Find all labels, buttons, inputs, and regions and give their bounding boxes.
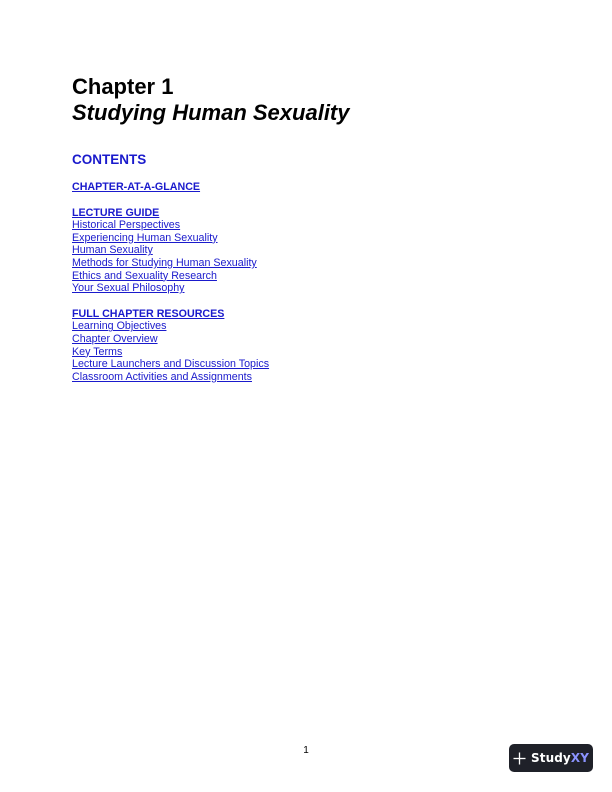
toc-link-key-terms[interactable]: Key Terms xyxy=(72,345,123,358)
chapter-number: Chapter 1 xyxy=(72,74,174,99)
page-content xyxy=(72,74,542,383)
lecture-guide-link[interactable]: LECTURE GUIDE xyxy=(72,206,160,219)
contents-heading: CONTENTS xyxy=(72,152,147,167)
toc-link-classroom-activities[interactable]: Classroom Activities and Assignments xyxy=(72,370,252,383)
toc-link-lecture-launchers[interactable]: Lecture Launchers and Discussion Topics xyxy=(72,358,270,371)
chapter-title: Studying Human Sexuality xyxy=(72,100,350,125)
toc-link-ethics-and-research[interactable]: Ethics and Sexuality Research xyxy=(72,269,217,282)
toc-link-learning-objectives[interactable]: Learning Objectives xyxy=(72,320,167,333)
brand-name-part1: Study xyxy=(531,751,571,765)
toc-link-chapter-overview[interactable]: Chapter Overview xyxy=(72,332,158,345)
full-chapter-resources-link[interactable]: FULL CHAPTER RESOURCES xyxy=(72,307,225,320)
full-chapter-resources-section xyxy=(72,308,542,384)
page-number: 1 xyxy=(303,745,309,756)
toc-link-methods-for-studying[interactable]: Methods for Studying Human Sexuality xyxy=(72,256,257,269)
studyxy-badge[interactable] xyxy=(509,744,593,772)
brand-name-part2: XY xyxy=(570,751,589,765)
chapter-at-a-glance-link[interactable]: CHAPTER-AT-A-GLANCE xyxy=(72,181,201,193)
toc-link-experiencing-human-sexuality[interactable]: Experiencing Human Sexuality xyxy=(72,231,218,244)
toc-link-human-sexuality[interactable]: Human Sexuality xyxy=(72,244,153,257)
toc-link-historical-perspectives[interactable]: Historical Perspectives xyxy=(72,219,181,232)
plus-icon xyxy=(513,752,526,765)
lecture-guide-section xyxy=(72,207,542,295)
brand-name xyxy=(531,751,589,765)
toc-link-your-sexual-philosophy[interactable]: Your Sexual Philosophy xyxy=(72,282,185,295)
